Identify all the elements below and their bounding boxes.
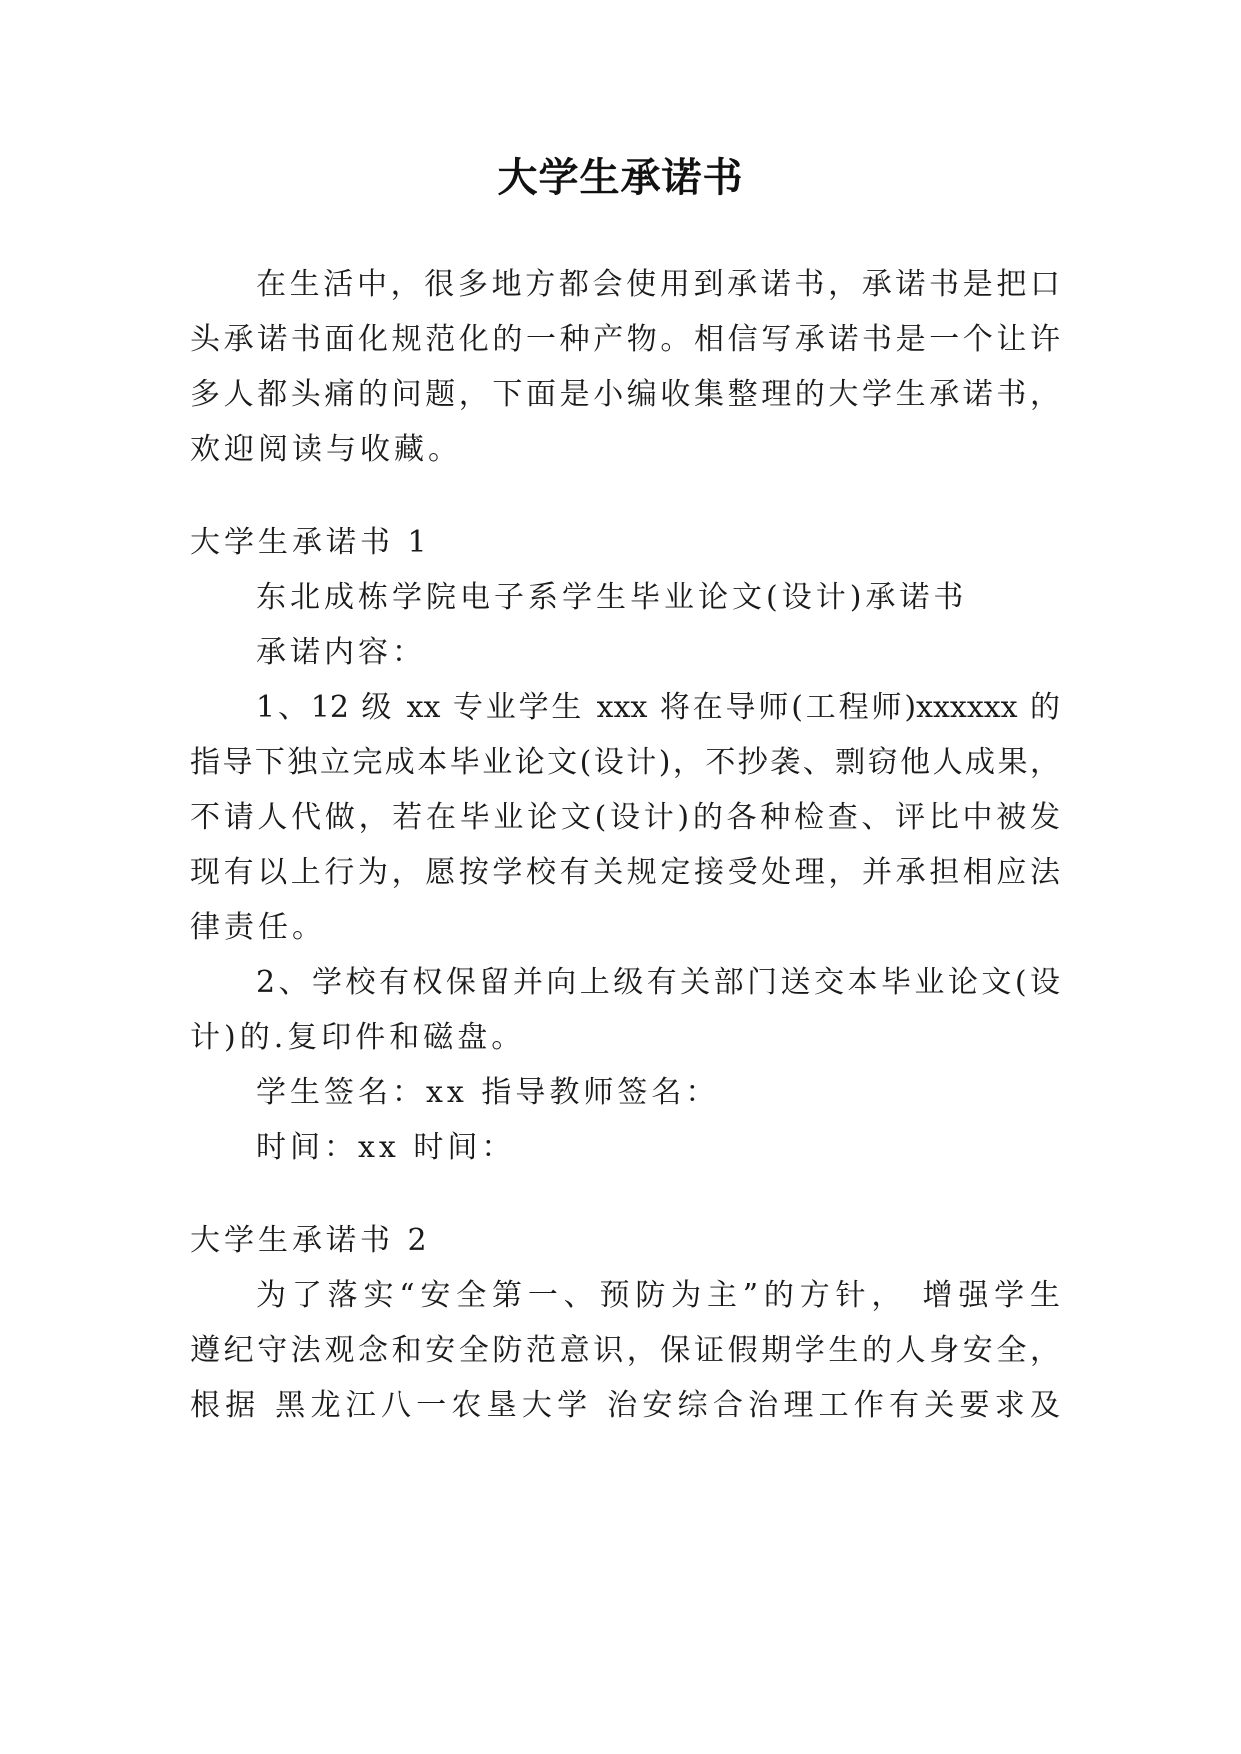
section2-line: 为了落实“安全第一、预防为主”的方针， 增强学生: [256, 1278, 1060, 1313]
intro-line: 多人都头痛的问题，下面是小编收集整理的大学生承诺书，: [190, 377, 1060, 412]
document-title: 大学生承诺书: [497, 155, 744, 201]
content-label: 承诺内容：: [256, 635, 426, 670]
section-heading: 大学生承诺书 2: [190, 1223, 431, 1258]
item2-line: 计)的.复印件和磁盘。: [190, 1020, 526, 1055]
item1-line: 指导下独立完成本毕业论文(设计)，不抄袭、剽窃他人成果，: [190, 745, 1060, 780]
item1-line: 律责任。: [190, 910, 326, 945]
section2-line: 根据 黑龙江八一农垦大学 治安综合治理工作有关要求及: [190, 1388, 1060, 1423]
date-line: 时间：xx 时间：: [256, 1130, 516, 1165]
intro-line: 欢迎阅读与收藏。: [190, 432, 462, 467]
intro-line: 在生活中，很多地方都会使用到承诺书，承诺书是把口: [256, 267, 1060, 302]
item2-line: 2、学校有权保留并向上级有关部门送交本毕业论文(设: [256, 965, 1060, 1000]
section2-line: 遵纪守法观念和安全防范意识，保证假期学生的人身安全，: [190, 1333, 1060, 1368]
intro-line: 头承诺书面化规范化的一种产物。相信写承诺书是一个让许: [190, 322, 1060, 357]
item1-line: 1、12 级 xx 专业学生 xxx 将在导师(工程师)xxxxxx 的: [256, 690, 1060, 725]
item1-line: 现有以上行为，愿按学校有关规定接受处理，并承担相应法: [190, 855, 1060, 890]
item1-line: 不请人代做，若在毕业论文(设计)的各种检查、评比中被发: [190, 800, 1060, 835]
section-subtitle: 东北成栋学院电子系学生毕业论文(设计)承诺书: [256, 580, 968, 615]
signature-line: 学生签名：xx 指导教师签名：: [256, 1075, 720, 1110]
section-heading: 大学生承诺书 1: [190, 525, 431, 560]
